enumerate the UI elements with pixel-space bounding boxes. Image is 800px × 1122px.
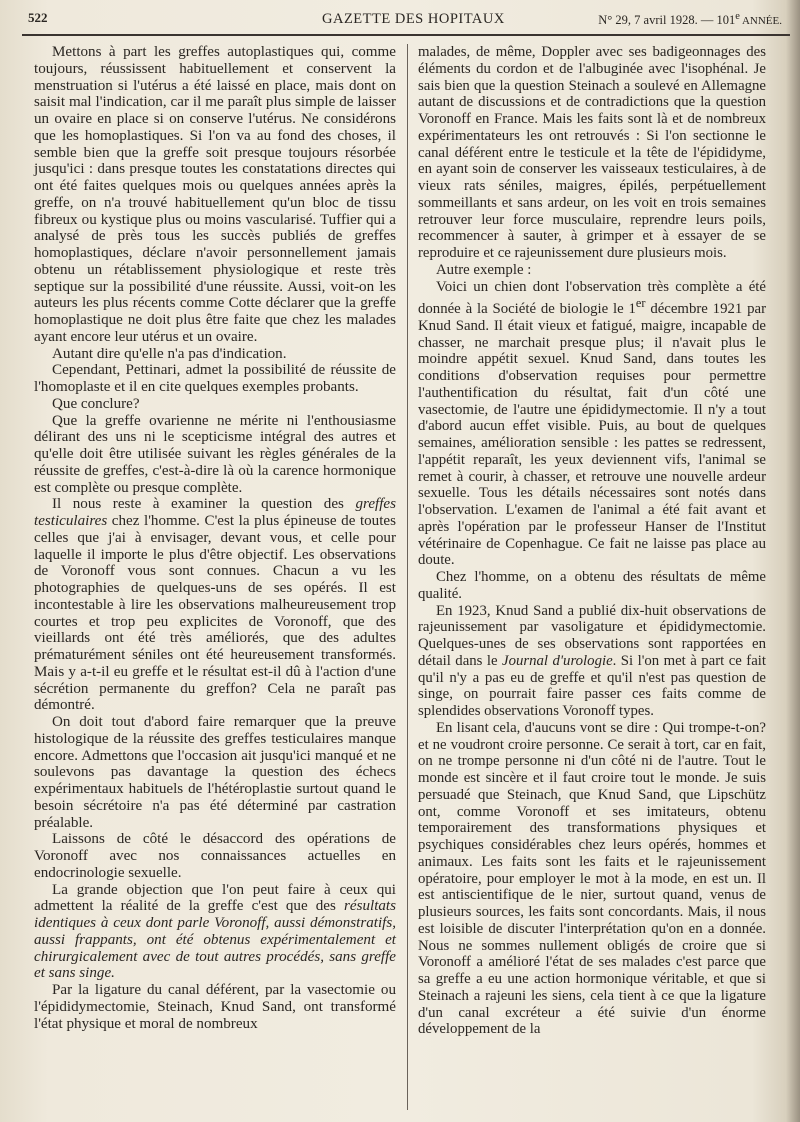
paragraph: Laissons de côté le désaccord des opérations de Voronoff avec nos connaissances actuelles en endocrinologie sexuelle. xyxy=(34,831,396,881)
issue-date: N° 29, 7 avril 1928. — 101 xyxy=(598,13,736,28)
paragraph xyxy=(34,496,396,714)
paragraph-text: Voici un chien dont l'observation très complète a été donnée à la Société de biologie le 1 xyxy=(418,278,766,318)
paragraph-text: La grande objection que l'on peut faire à ceux qui admettent la réalité de la greffe c'est que des xyxy=(34,881,396,915)
page-header xyxy=(22,6,790,36)
paragraph: Que la greffe ovarienne ne mérite ni l'enthousiasme délirant des uns ni le scepticisme intégral des autres et qu'elle doit être utilisée suivant les règles générales de la réussite de greffes, c'est-à-dire là où la carence hormonique est complète ou presque complète. xyxy=(34,412,396,496)
issue-ordinal: e xyxy=(735,11,740,22)
paragraph: Mettons à part les greffes autoplastiques qui, comme toujours, réussissent habituellement et conservent la menstruation si l'utérus a été laissé en place, mais dont on saisit mal l'indication, car il me paraît plus simple de laisser un ovaire en place si on conserve l'utérus. Ne considérons que les homoplastiques. Si l'on va au fond des choses, il semble bien que la greffe soit presque toujours résorbée jusqu'ici : dans presque toutes les constatations directes qui ont été faites quelques mois ou quelques années après la greffe, on n'a trouvé habituellement qu'un bloc de tissu fibreux ou kystique plus ou moins vascularisé. Tuffier qui a analysé de près tous les succès publiés de greffes homoplastiques, déclare n'avoir personnellement jamais obtenu un rétablissement physiologique et reste très septique sur la possibilité d'une réussite. Aussi, voit-on les auteurs les plus récents comme Cotte déclarer que la greffe homoplastique ne doit plus être faite que chez les malades ayant encore leur utérus et un ovaire. xyxy=(34,44,396,345)
paragraph: Chez l'homme, on a obtenu des résultats de même qualité. xyxy=(418,569,766,602)
italic-term: greffes testiculaires xyxy=(34,496,396,529)
journal-title: GAZETTE DES HOPITAUX xyxy=(322,11,505,27)
paragraph-text: En 1923, Knud Sand a publié dix-huit observations de rajeunissement par vasoligature et épididymectomie. Quelques-unes de ses observations sont rapportées en détail dans le xyxy=(418,602,766,669)
paragraph: Autre exemple : xyxy=(436,261,532,278)
italic-passage: résultats identiques à ceux dont parle Voronoff, aussi démonstratifs, aussi frappants, ont été obtenus expérimentalement et chirurgicalement avec de tout autres procédés, sans greffe et sans singe. xyxy=(34,898,396,982)
paragraph: On doit tout d'abord faire remarquer que la preuve histologique de la réussite des greffes testiculaires manque encore. Admettons que l'occasion ait jusqu'ici manqué et ne soulevons pas davantage la question des échecs expérimentaux habituels de l'hétéroplastie surtout quand le besoin sécrétoire n'a pas été déterminé par castration préalable. xyxy=(34,714,396,831)
paragraph: En lisant cela, d'aucuns vont se dire : Qui trompe-t-on? et ne voudront croire personne. Ce serait à tort, car en fait, on ne trompe personne ni d'un côté ni de l'autre. Tout le monde est sincère et il faut croire tout le monde. Je suis persuadé que Steinach, que Knud Sand, que Lipschütz ont, comme Voronoff et ses imitateurs, obtenu temporairement des transformations physiques et psychiques considérables chez leurs opérés, hommes et animaux. Les faits sont les faits et le rajeunissement opératoire, pour employer le mot à la mode, en est un. Il est antiscientifique de le nier, surtout quand, venus de plusieurs sources, les faits sont concordants. Mais, il nous est loisible de discuter l'interprétation qu'on en a donnée. Nous ne sommes nullement obligés de croire que si Voronoff a amélioré l'état de ses malades c'est parce que sa greffe a eu une action hormonique véritable, et que si Steinach a rajeuni les siens, cela tient à ce que la ligature d'un canal excréteur a été suivie d'un énorme développement de la xyxy=(418,719,766,1038)
paragraph-text: . Si l'on met à part ce fait qu'il n'y a pas eu de greffe et qu'il n'est pas question de singe, on pourrait faire passer ces faits comme de splendides observations Voronoff types. xyxy=(418,652,766,720)
paragraph-text: Il nous reste à examiner la question des xyxy=(52,496,344,513)
paragraph: Cependant, Pettinari, admet la possibilité de réussite de l'homoplaste et il en cite quelques exemples probants. xyxy=(34,362,396,395)
paragraph xyxy=(418,603,766,720)
paragraph-text: chez l'homme. C'est la plus épineuse de toutes celles que j'ai à envisager, devant vous, et celle pour laquelle il importe le plus d'être objectif. Les observations de Voronoff vous sont connues. Chacun a vu les photographies de quelques-uns de ses opérés. Il est incontestable à lire les observations malheureusement trop courtes et trop peu explicites de Voronoff, que des vieillards ont été très améliorés, que des adultes prématurément séniles ont été heureusement transformés. Mais y a-t-il eu greffe et le résultat est-il dû à l'action d'une sécrétion permanente du greffon? Cela ne paraît pas démontré. xyxy=(34,513,396,714)
paragraph: malades, de même, Doppler avec ses badigeonnages des éléments du cordon et de l'albuginée avec l'isophénal. Je sais bien que la question Steinach a soulevé en Allemagne autant de discussions et de contradictions que la question Voronoff en France. Mais les faits sont là et de nombreux expérimentateurs les ont retrouvés : Si l'on sectionne le canal déférent entre le testicule et la tête de l'épididyme, en ayant soin de conserver les vaisseaux testiculaires, à de vieux rats séniles, maigres, épilés, perpétuellement sommeillants et sans ardeur, on les voit en trois semaines retrouver leur force musculaire, reprendre leurs poils, recommencer à sauter, à grimper et à essayer de se reproduire et ce rajeunissement dure plusieurs mois. xyxy=(418,44,766,261)
right-column xyxy=(418,44,766,1038)
left-column xyxy=(34,44,396,1032)
issue-year-label: ANNÉE. xyxy=(739,15,782,28)
page-number: 522 xyxy=(28,10,48,25)
page-edge-shadow xyxy=(786,0,800,1122)
paragraph xyxy=(34,882,396,983)
paragraph xyxy=(418,279,766,570)
issue-line xyxy=(598,11,782,28)
column-divider xyxy=(407,44,408,1110)
journal-reference: Journal d'urologie xyxy=(502,652,613,669)
paragraph: Par la ligature du canal déférent, par la vasectomie ou l'épididymectomie, Steinach, Knud Sand, ont transformé l'état physique et moral de nombreux xyxy=(34,982,396,1032)
paragraph: Que conclure? xyxy=(52,395,140,412)
paragraph-text: décembre 1921 par Knud Sand. Il était vieux et fatigué, maigre, incapable de chasser, ne marchait presque plus; il n'avait plus le moindre appétit sexuel. Knud Sand, dans toutes les conditions d'observation requises pour permettre l'authentification du résultat, fait d'un côté une vasectomie, de l'autre une épididymectomie. Il n'y a tout d'abord aucun effet visible. Puis, au bout de quelques semaines, amélioration sensible : les pattes se redressent, l'appétit reparaît, les yeux deviennent vifs, l'animal se remet à courir, à chasser, et retrouve une nouvelle ardeur sexuelle. Tous les détails nécessaires sont notés dans l'observation. L'examen de l'animal a été fait avant et après l'opération par le professeur Hanser de l'Institut vétérinaire de Copenhague. Ce fait ne laisse pas place au doute. xyxy=(418,301,766,569)
paragraph: Autant dire qu'elle n'a pas d'indication. xyxy=(52,345,287,362)
ordinal-suffix: er xyxy=(635,296,646,311)
